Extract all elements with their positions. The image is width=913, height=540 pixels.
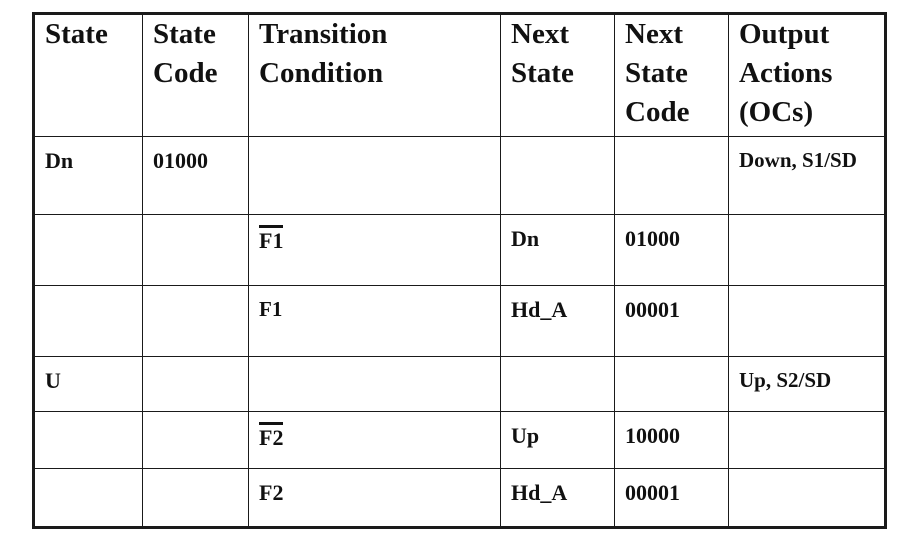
table-row (34, 357, 886, 412)
cell-condition (249, 357, 501, 412)
cell-next-state-code: 00001 (615, 286, 729, 357)
cell-next-state: Up (501, 412, 615, 469)
cell-state-code (143, 357, 249, 412)
negated-condition: F1 (259, 225, 283, 252)
table-row (34, 215, 886, 286)
cell-output: Up, S2/SD (729, 357, 886, 412)
state-transition-table (32, 12, 887, 529)
table-row (34, 137, 886, 215)
cell-state (34, 215, 143, 286)
header-next-state: Next State (501, 14, 615, 137)
cell-state: U (34, 357, 143, 412)
cell-next-state (501, 357, 615, 412)
cell-state-code (143, 469, 249, 528)
cell-output (729, 215, 886, 286)
cell-condition: F1 (249, 286, 501, 357)
table-row (34, 469, 886, 528)
cell-next-state: Hd_A (501, 469, 615, 528)
cell-next-state: Hd_A (501, 286, 615, 357)
cell-next-state-code (615, 357, 729, 412)
header-state-code: State Code (143, 14, 249, 137)
cell-next-state-code: 01000 (615, 215, 729, 286)
header-next-state-code: Next State Code (615, 14, 729, 137)
header-output-actions: Output Actions (OCs) (729, 14, 886, 137)
cell-state-code (143, 412, 249, 469)
cell-state-code: 01000 (143, 137, 249, 215)
cell-state (34, 412, 143, 469)
negated-condition: F2 (259, 422, 283, 449)
cell-condition (249, 412, 501, 469)
cell-next-state-code: 00001 (615, 469, 729, 528)
cell-state: Dn (34, 137, 143, 215)
cell-output: Down, S1/SD (729, 137, 886, 215)
table-row (34, 412, 886, 469)
cell-state (34, 286, 143, 357)
table-row (34, 286, 886, 357)
cell-output (729, 412, 886, 469)
header-state: State (34, 14, 143, 137)
cell-output (729, 286, 886, 357)
cell-next-state (501, 137, 615, 215)
header-transition-condition: Transition Condition (249, 14, 501, 137)
cell-state-code (143, 286, 249, 357)
cell-state (34, 469, 143, 528)
cell-condition (249, 137, 501, 215)
cell-next-state-code: 10000 (615, 412, 729, 469)
cell-condition (249, 215, 501, 286)
cell-state-code (143, 215, 249, 286)
cell-next-state-code (615, 137, 729, 215)
header-row (34, 14, 886, 137)
cell-next-state: Dn (501, 215, 615, 286)
cell-condition: F2 (249, 469, 501, 528)
cell-output (729, 469, 886, 528)
